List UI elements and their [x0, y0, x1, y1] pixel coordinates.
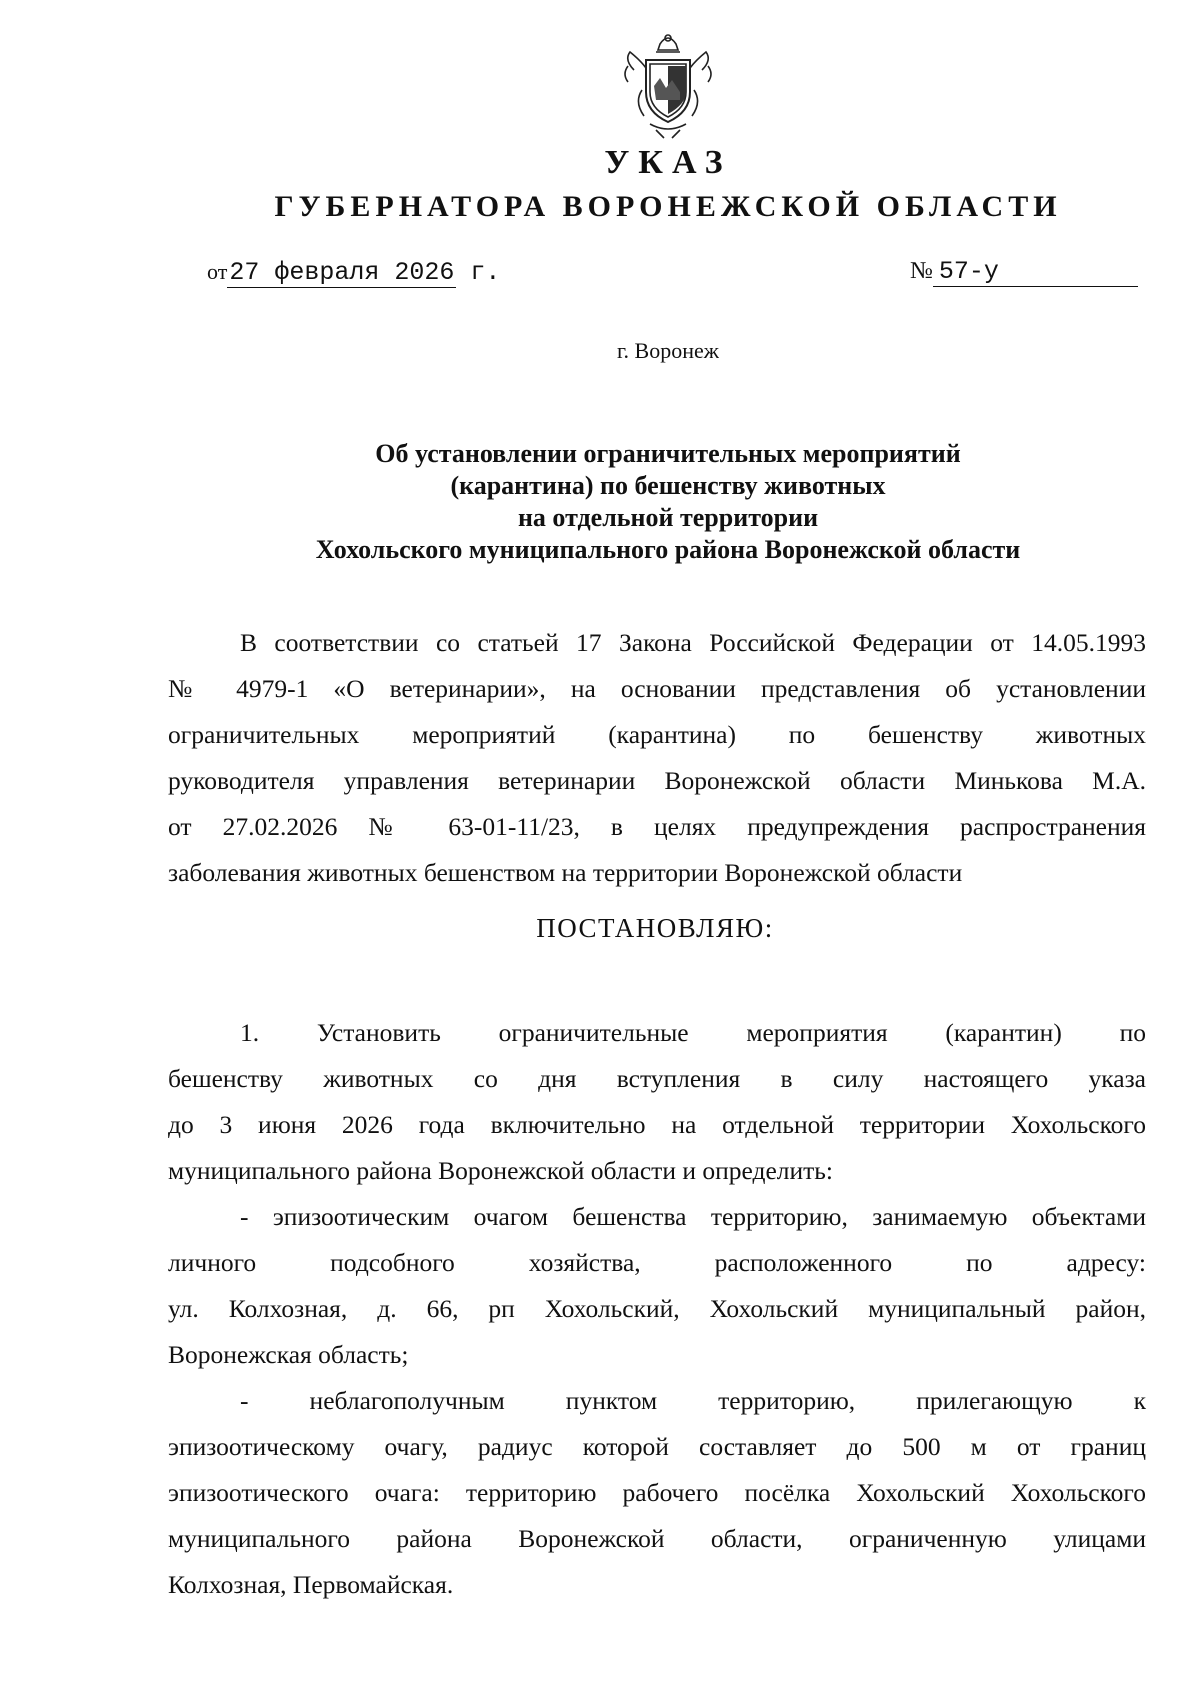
title-line: Хохольского муниципального района Воронежской области — [315, 535, 1021, 564]
bullet-2-line: - неблагополучным пунктом территорию, прилегающую к — [240, 1386, 1146, 1415]
preamble-line: № 4979-1 «О ветеринарии», на основании представления об установлении — [168, 674, 1146, 703]
preamble-line: руководителя управления ветеринарии Воронежской области Минькова М.А. — [168, 766, 1146, 795]
bullet-1-line: - эпизоотическим очагом бешенства территорию, занимаемую объектами — [240, 1202, 1146, 1231]
item-1-paragraph — [168, 1010, 1146, 1194]
title-line: Об установлении ограничительных мероприятий — [375, 439, 961, 468]
title-line: на отдельной территории — [517, 503, 819, 532]
number-prefix: № — [910, 258, 933, 284]
bullet-2-line: муниципального района Воронежской области, ограниченную улицами — [168, 1524, 1146, 1553]
preamble-paragraph — [168, 620, 1146, 896]
bullet-2-line: Колхозная, Первомайская. — [168, 1570, 454, 1599]
coat-of-arms-icon — [620, 30, 716, 142]
date-value: 27 февраля 2026 — [229, 258, 455, 287]
decree-word: ПОСТАНОВЛЯЮ: — [536, 913, 774, 943]
coat-of-arms-emblem — [620, 30, 716, 142]
item-1-line: 1. Установить ограничительные мероприятия (карантин) по — [240, 1018, 1146, 1047]
document-date — [207, 258, 500, 288]
document-title — [250, 438, 1086, 566]
number-value: 57-у — [933, 258, 1138, 287]
preamble-line: от 27.02.2026 № 63-01-11/23, в целях предупреждения распространения — [168, 812, 1146, 841]
bullet-1-line: личного подсобного хозяйства, расположенного по адресу: — [168, 1248, 1146, 1277]
bullet-2-line: эпизоотического очага: территорию рабочего посёлка Хохольский Хохольского — [168, 1478, 1146, 1507]
title-line: (карантина) по бешенству животных — [450, 471, 886, 500]
item-1-line: бешенству животных со дня вступления в силу настоящего указа — [168, 1064, 1146, 1093]
document-number — [910, 258, 1138, 287]
item-1-line: муниципального района Воронежской области и определить: — [168, 1156, 834, 1185]
preamble-line: В соответствии со статьей 17 Закона Российской Федерации от 14.05.1993 — [240, 628, 1146, 657]
issuer-heading: ГУБЕРНАТОРА ВОРОНЕЖСКОЙ ОБЛАСТИ — [274, 190, 1062, 223]
date-prefix: от — [207, 259, 228, 284]
bullet-1-paragraph — [168, 1194, 1146, 1378]
preamble-line: заболевания животных бешенством на территории Воронежской области — [168, 858, 963, 887]
city: г. Воронеж — [617, 338, 719, 363]
date-suffix: г. — [470, 258, 501, 287]
bullet-1-line: Воронежская область; — [168, 1340, 409, 1369]
bullet-1-line: ул. Колхозная, д. 66, рп Хохольский, Хохольский муниципальный район, — [168, 1294, 1146, 1323]
bullet-2-paragraph — [168, 1378, 1146, 1608]
item-1-line: до 3 июня 2026 года включительно на отдельной территории Хохольского — [168, 1110, 1146, 1139]
preamble-line: ограничительных мероприятий (карантина) по бешенству животных — [168, 720, 1146, 749]
document-type-heading: УКАЗ — [604, 144, 732, 181]
bullet-2-line: эпизоотическому очагу, радиус которой составляет до 500 м от границ — [168, 1432, 1146, 1461]
